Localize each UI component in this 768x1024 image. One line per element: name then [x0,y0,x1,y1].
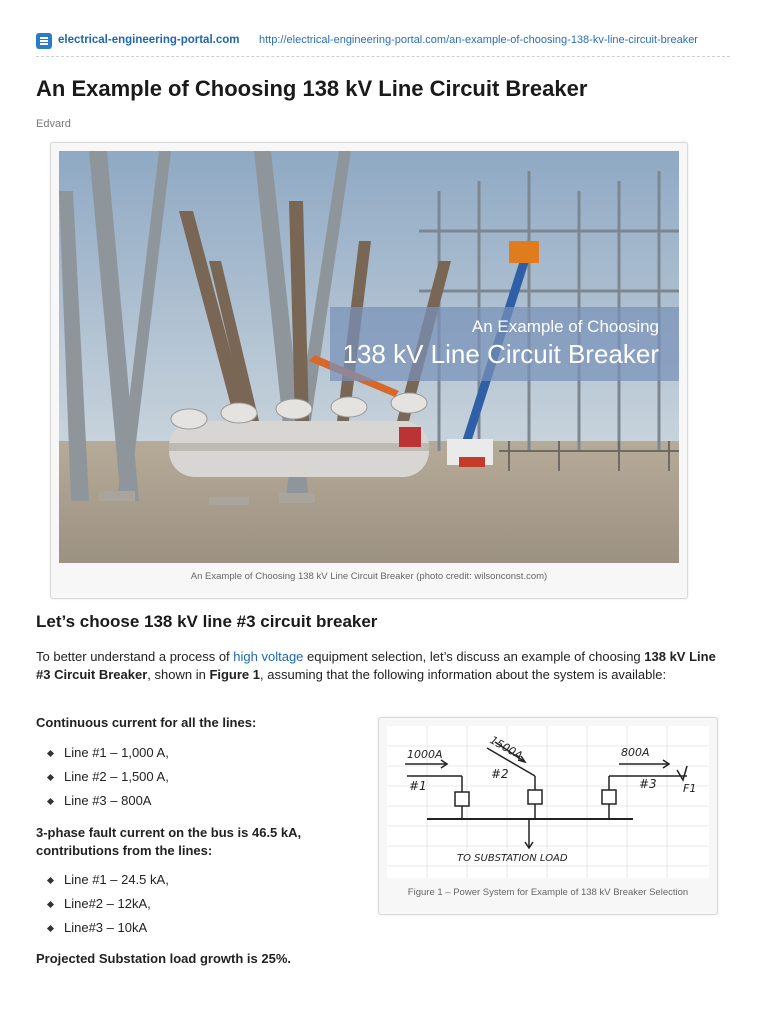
fault-label-line2: contributions from the lines: [36,842,213,858]
fig-label-line1: #1 [409,779,427,793]
intro-text-4: , assuming that the following information about the system is available: [260,666,667,682]
intro-text-3: , shown in [147,666,210,682]
hero-title-overlay [330,307,679,381]
list-item: Line #1 – 24.5 kA, [36,872,169,896]
single-line-diagram [387,726,709,878]
intro-bold-figure: Figure 1 [209,666,261,682]
load-growth-text: Projected Substation load growth is 25%. [36,951,291,966]
fault-label-line1: 3-phase fault current on the bus is 46.5 kA, [36,825,302,840]
hero-figure [50,142,688,599]
fault-current-label [36,824,301,859]
fig-label-1000a: 1000A [407,748,443,761]
figure-caption: Figure 1 – Power System for Example of 138 kV Breaker Selection [407,887,689,898]
fig-label-load: TO SUBSTATION LOAD [457,853,568,864]
list-item: Line #2 – 1,500 A, [36,769,169,793]
fig-label-fault: F1 [683,782,697,795]
author-name: Edvard [36,118,71,130]
list-item: Line#2 – 12kA, [36,896,169,920]
list-item: Line#3 – 10kA [36,920,169,944]
high-voltage-link[interactable]: high voltage [233,649,304,664]
overlay-title-line1: An Example of Choosing [471,317,659,336]
intro-text-1: To better understand a process of [36,649,234,664]
fault-current-list [36,872,169,944]
list-item: Line #1 – 1,000 A, [36,745,169,769]
fig-label-line3: #3 [639,777,657,791]
article-title: An Example of Choosing 138 kV Line Circuit Breaker [36,76,588,101]
fig-label-800a: 800A [621,746,650,759]
site-name-link[interactable]: electrical-engineering-portal.com [58,34,240,46]
fig-label-1500a: 1500A [487,733,525,763]
figure-1 [378,717,718,915]
intro-bold-breaker: 138 kV Line #3 Circuit Breaker [36,649,716,682]
hero-photo [59,151,679,563]
site-logo-icon [36,33,52,49]
list-item: Line #3 – 800A [36,793,169,817]
intro-text-2: equipment selection, let’s discuss an example of choosing [303,649,645,664]
intro-paragraph [36,648,732,683]
section-heading: Let’s choose 138 kV line #3 circuit breaker [36,612,378,631]
source-bar [36,32,730,57]
source-url-link[interactable]: http://electrical-engineering-portal.com/an-example-of-choosing-138-kv-line-circuit-breaker [259,34,698,46]
fig-label-line2: #2 [491,767,509,781]
continuous-current-list [36,745,169,817]
overlay-title-line2: 138 kV Line Circuit Breaker [342,339,659,369]
continuous-current-label: Continuous current for all the lines: [36,715,257,730]
hero-caption: An Example of Choosing 138 kV Line Circuit Breaker (photo credit: wilsonconst.com) [190,571,548,582]
